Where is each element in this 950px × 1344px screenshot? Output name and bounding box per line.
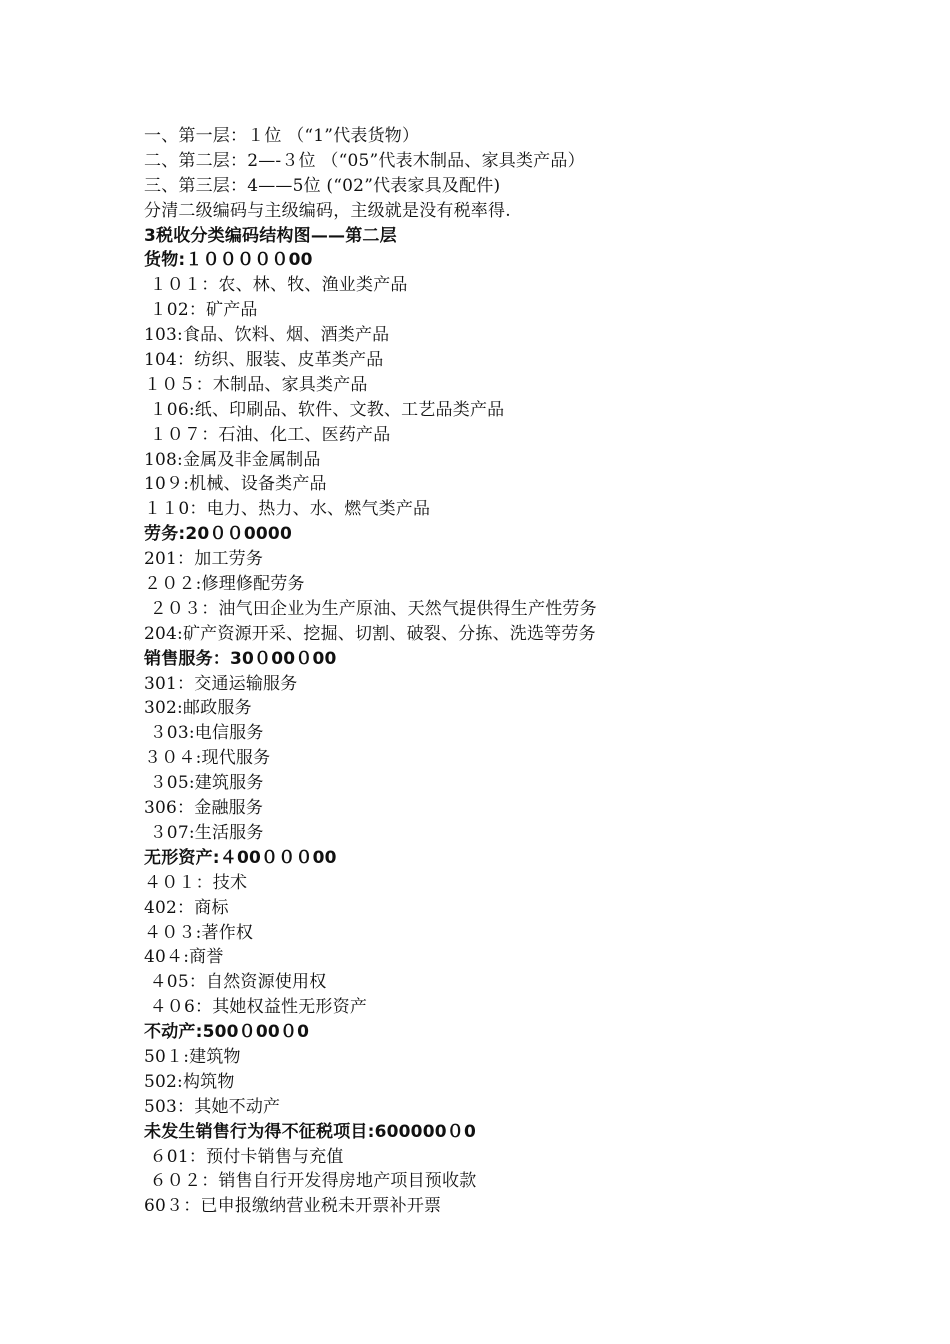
text-line: １０５：木制品、家具类产品 [144, 374, 368, 395]
section-heading: 货物:１０００００00 [144, 250, 313, 271]
text-line: 40４:商誉 [144, 947, 224, 968]
text-line: 二、第二层：2—-３位 （“05”代表木制品、家具类产品） [144, 150, 585, 171]
text-line: 60３：已申报缴纳营业税未开票补开票 [144, 1196, 442, 1217]
text-line: ４０6：其她权益性无形资产 [144, 997, 368, 1018]
text-line: １１0：电力、热力、水、燃气类产品 [144, 499, 431, 520]
text-line: ２０３：油气田企业为生产原油、天然气提供得生产性劳务 [144, 598, 597, 619]
text-line: １０７：石油、化工、医药产品 [144, 424, 391, 445]
text-line: 50１:建筑物 [144, 1046, 241, 1067]
text-line: ４０３:著作权 [144, 922, 254, 943]
text-line: 503：其她不动产 [144, 1096, 281, 1117]
text-line: 108:金属及非金属制品 [144, 449, 321, 470]
text-line: 104：纺织、服装、皮革类产品 [144, 350, 384, 371]
text-line: ３07:生活服务 [144, 822, 264, 843]
text-line: ４05：自然资源使用权 [144, 972, 327, 993]
text-line: 302:邮政服务 [144, 698, 252, 719]
text-line: 三、第三层：4——5位 (“02”代表家具及配件) [144, 175, 501, 196]
text-line: 103:食品、饮料、烟、酒类产品 [144, 325, 390, 346]
text-line: ２０２:修理修配劳务 [144, 574, 305, 595]
text-line: １02：矿产品 [144, 300, 258, 321]
text-line: 402：商标 [144, 897, 229, 918]
text-line: ３０４:现代服务 [144, 748, 271, 769]
text-line: ６０２：销售自行开发得房地产项目预收款 [144, 1171, 477, 1192]
text-line: ３05:建筑服务 [144, 773, 264, 794]
text-line: １06:纸、印刷品、软件、文教、工艺品类产品 [144, 399, 505, 420]
text-line: 10９:机械、设备类产品 [144, 474, 327, 495]
text-line: 204:矿产资源开采、挖掘、切割、破裂、分拣、洗选等劳务 [144, 623, 596, 644]
section-heading: 劳务:20００0000 [144, 524, 292, 545]
text-line: ４０１：技术 [144, 872, 248, 893]
document-body [144, 124, 844, 1219]
text-line: ３03:电信服务 [144, 723, 264, 744]
section-heading: 不动产:500０00０0 [144, 1022, 310, 1043]
text-line: 一、第一层：１位 （“1”代表货物） [144, 126, 420, 146]
text-line: 301：交通运输服务 [144, 673, 298, 694]
section-heading: 未发生销售行为得不征税项目:600000０0 [144, 1121, 476, 1142]
text-line: 502:构筑物 [144, 1071, 235, 1092]
section-heading: 无形资产:４00０００00 [144, 847, 337, 868]
text-line: 分清二级编码与主级编码，主级就是没有税率得. [144, 200, 511, 221]
text-line: 201：加工劳务 [144, 549, 264, 570]
section-heading: 3税收分类编码结构图——第二层 [144, 225, 397, 246]
text-line: 306：金融服务 [144, 798, 264, 819]
section-heading: 销售服务：30０00０00 [144, 648, 337, 669]
text-line: ６01：预付卡销售与充值 [144, 1146, 344, 1167]
text-line: １０１：农、林、牧、渔业类产品 [144, 275, 408, 296]
